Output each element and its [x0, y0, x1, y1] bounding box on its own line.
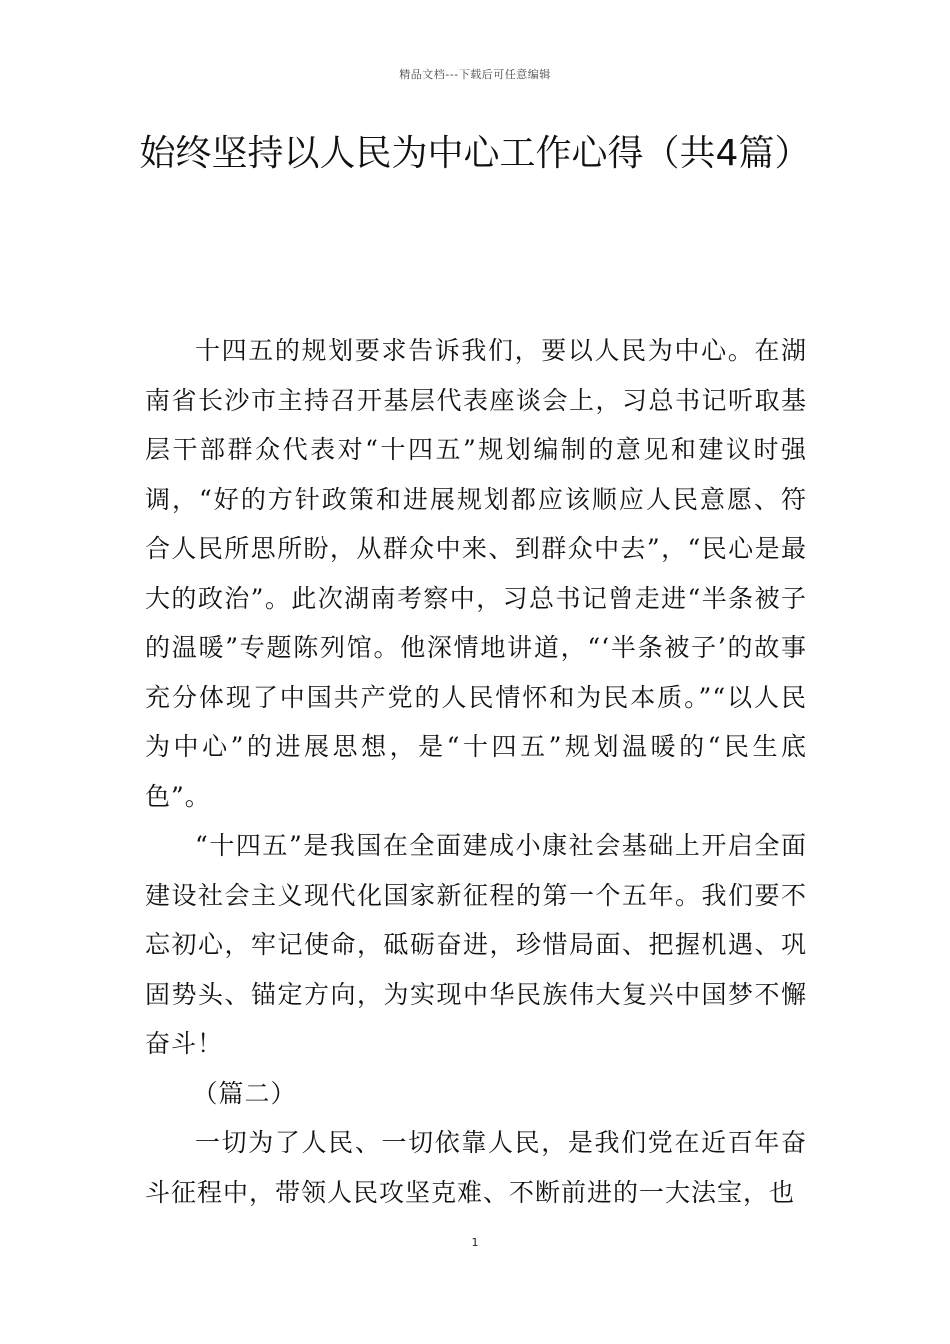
paragraph-2: “十四五”是我国在全面建成小康社会基础上开启全面建设社会主义现代化国家新征程的第一个五年。我们要不忘初心，牢记使命，砥砺奋进，珍惜局面、把握机遇、巩固势头、锚定方向，为实现中华民族伟大复兴中国梦不懈奋斗！	[145, 831, 807, 1058]
header-note: 精品文档---下载后可任意编辑	[399, 68, 551, 81]
paragraph-3: 一切为了人民、一切依靠人民，是我们党在近百年奋斗征程中，带领人民攻坚克难、不断前进的一大法宝，也	[145, 1128, 807, 1207]
paragraph-1: 十四五的规划要求告诉我们，要以人民为中心。在湖南省长沙市主持召开基层代表座谈会上，习总书记听取基层干部群众代表对“十四五”规划编制的意见和建议时强调，“好的方针政策和进展规划都应该顺应人民意愿、符合人民所思所盼，从群众中来、到群众中去”，“民心是最大的政治”。此次湖南考察中，习总书记曾走进“半条被子的温暖”专题陈列馆。他深情地讲道，“‘半条被子’的故事充分体现了中国共产党的人民情怀和为民本质。”“以人民为中心”的进展思想，是“十四五”规划温暖的“民生底色”。	[145, 336, 807, 811]
document-body	[145, 326, 807, 1217]
document-title: 始终坚持以人民为中心工作心得（共4篇）	[139, 133, 811, 174]
page-number: 1	[471, 1236, 479, 1249]
section-heading-part-two: （篇二）	[192, 1078, 297, 1108]
